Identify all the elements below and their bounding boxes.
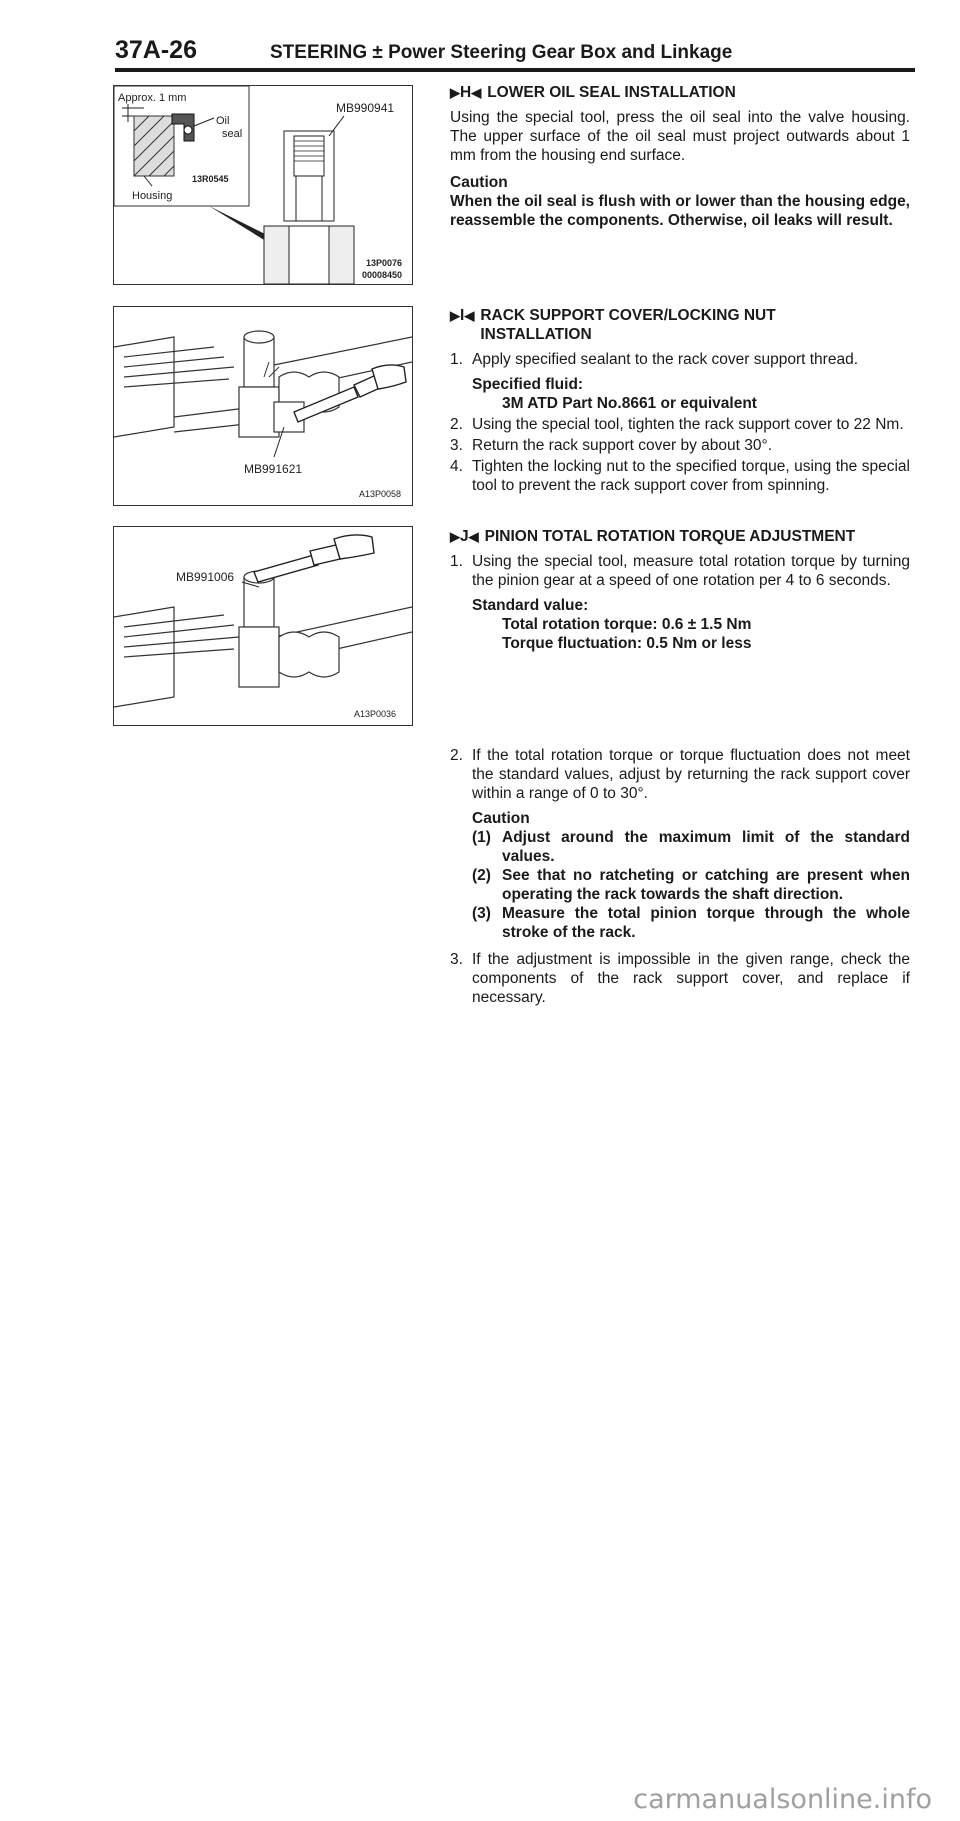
oil-seal-illustration	[114, 86, 412, 284]
caution-list	[472, 828, 910, 942]
figure-pinion-torque	[113, 526, 413, 726]
approx-label: Approx. 1 mm	[118, 92, 187, 104]
step-2: 2. Using the special tool, tighten the rack support cover to 22 Nm.	[450, 416, 904, 433]
pinion-torque-illustration	[114, 527, 412, 725]
caution-title: Caution	[450, 174, 508, 191]
section-pinion-torque-continued	[450, 746, 910, 1007]
caution-item-3: (3) Measure the total pinion torque through the whole stroke of the rack.	[472, 905, 910, 941]
seal-label: seal	[222, 128, 243, 140]
oil-label: Oil	[216, 115, 230, 127]
step-3: 3. If the adjustment is impossible in the given range, check the components of the rack support cover, and replace if necessary.	[450, 951, 910, 1006]
step-3: 3. Return the rack support cover by about 30°.	[450, 437, 773, 454]
marker-h: ▶ H ◀	[450, 84, 482, 101]
marker-i: ▶ I ◀	[450, 307, 475, 324]
standard-value-line2: Torque fluctuation: 0.5 Nm or less	[502, 635, 752, 652]
fig1-code1: 13P0076	[366, 258, 403, 268]
caution-text: When the oil seal is flush with or lower than the housing edge, reassemble the components. Otherwise, oil leaks will result.	[450, 193, 910, 229]
page-title: STEERING ± Power Steering Gear Box and Linkage	[270, 42, 733, 63]
watermark: carmanualsonline.info	[633, 1784, 932, 1815]
step-2: 2. If the total rotation torque or torque fluctuation does not meet the standard values, adjust by returning the rack support cover within a range of 0 to 30°.	[450, 747, 910, 802]
caution-item-2: (2) See that no ratcheting or catching are present when operating the rack towards the shaft direction.	[472, 867, 910, 903]
caution-title: Caution	[472, 810, 530, 827]
inset-code: 13R0545	[192, 174, 229, 184]
fig1-code2: 00008450	[362, 270, 403, 280]
step-1: 1. Apply specified sealant to the rack cover support thread.	[450, 351, 858, 368]
section-title: LOWER OIL SEAL INSTALLATION	[487, 84, 736, 101]
section-pinion-torque	[450, 527, 910, 653]
header-rule	[115, 68, 915, 72]
tool-mb991621: MB991621	[244, 462, 303, 476]
section-title: PINION TOTAL ROTATION TORQUE ADJUSTMENT	[484, 528, 856, 545]
standard-value-line1: Total rotation torque: 0.6 ± 1.5 Nm	[502, 616, 752, 633]
section-heading	[450, 527, 910, 546]
figure-rack-support-cover	[113, 306, 413, 506]
paragraph: Using the special tool, press the oil seal into the valve housing. The upper surface of the oil seal must project outwards about 1 mm from the housing end surface.	[450, 109, 910, 164]
marker-j: ▶ J ◀	[450, 528, 479, 545]
spec-value: 3M ATD Part No.8661 or equivalent	[502, 395, 757, 412]
standard-value-title: Standard value:	[472, 597, 589, 614]
caution-item-1: (1) Adjust around the maximum limit of the standard values.	[472, 829, 910, 865]
section-title: RACK SUPPORT COVER/LOCKING NUT INSTALLATION	[480, 307, 776, 343]
section-heading	[450, 306, 910, 344]
tool-mb990941: MB990941	[336, 101, 395, 115]
page-number: 37A-26	[115, 36, 197, 64]
rack-cover-illustration	[114, 307, 412, 505]
housing-label: Housing	[132, 190, 173, 202]
section-heading	[450, 83, 910, 102]
fig3-code: A13P0036	[354, 709, 397, 719]
page-header	[115, 36, 915, 72]
step-4: 4. Tighten the locking nut to the specified torque, using the special tool to prevent the rack support cover from spinning.	[450, 458, 910, 494]
section-rack-support-cover	[450, 306, 910, 495]
fig2-code: A13P0058	[359, 489, 402, 499]
section-lower-oil-seal	[450, 83, 910, 230]
step-1: 1. Using the special tool, measure total rotation torque by turning the pinion gear at a speed of one rotation per 4 to 6 seconds.	[450, 553, 910, 589]
tool-mb991006: MB991006	[176, 570, 235, 584]
spec-title: Specified fluid:	[472, 376, 584, 393]
figure-oil-seal	[113, 85, 413, 285]
